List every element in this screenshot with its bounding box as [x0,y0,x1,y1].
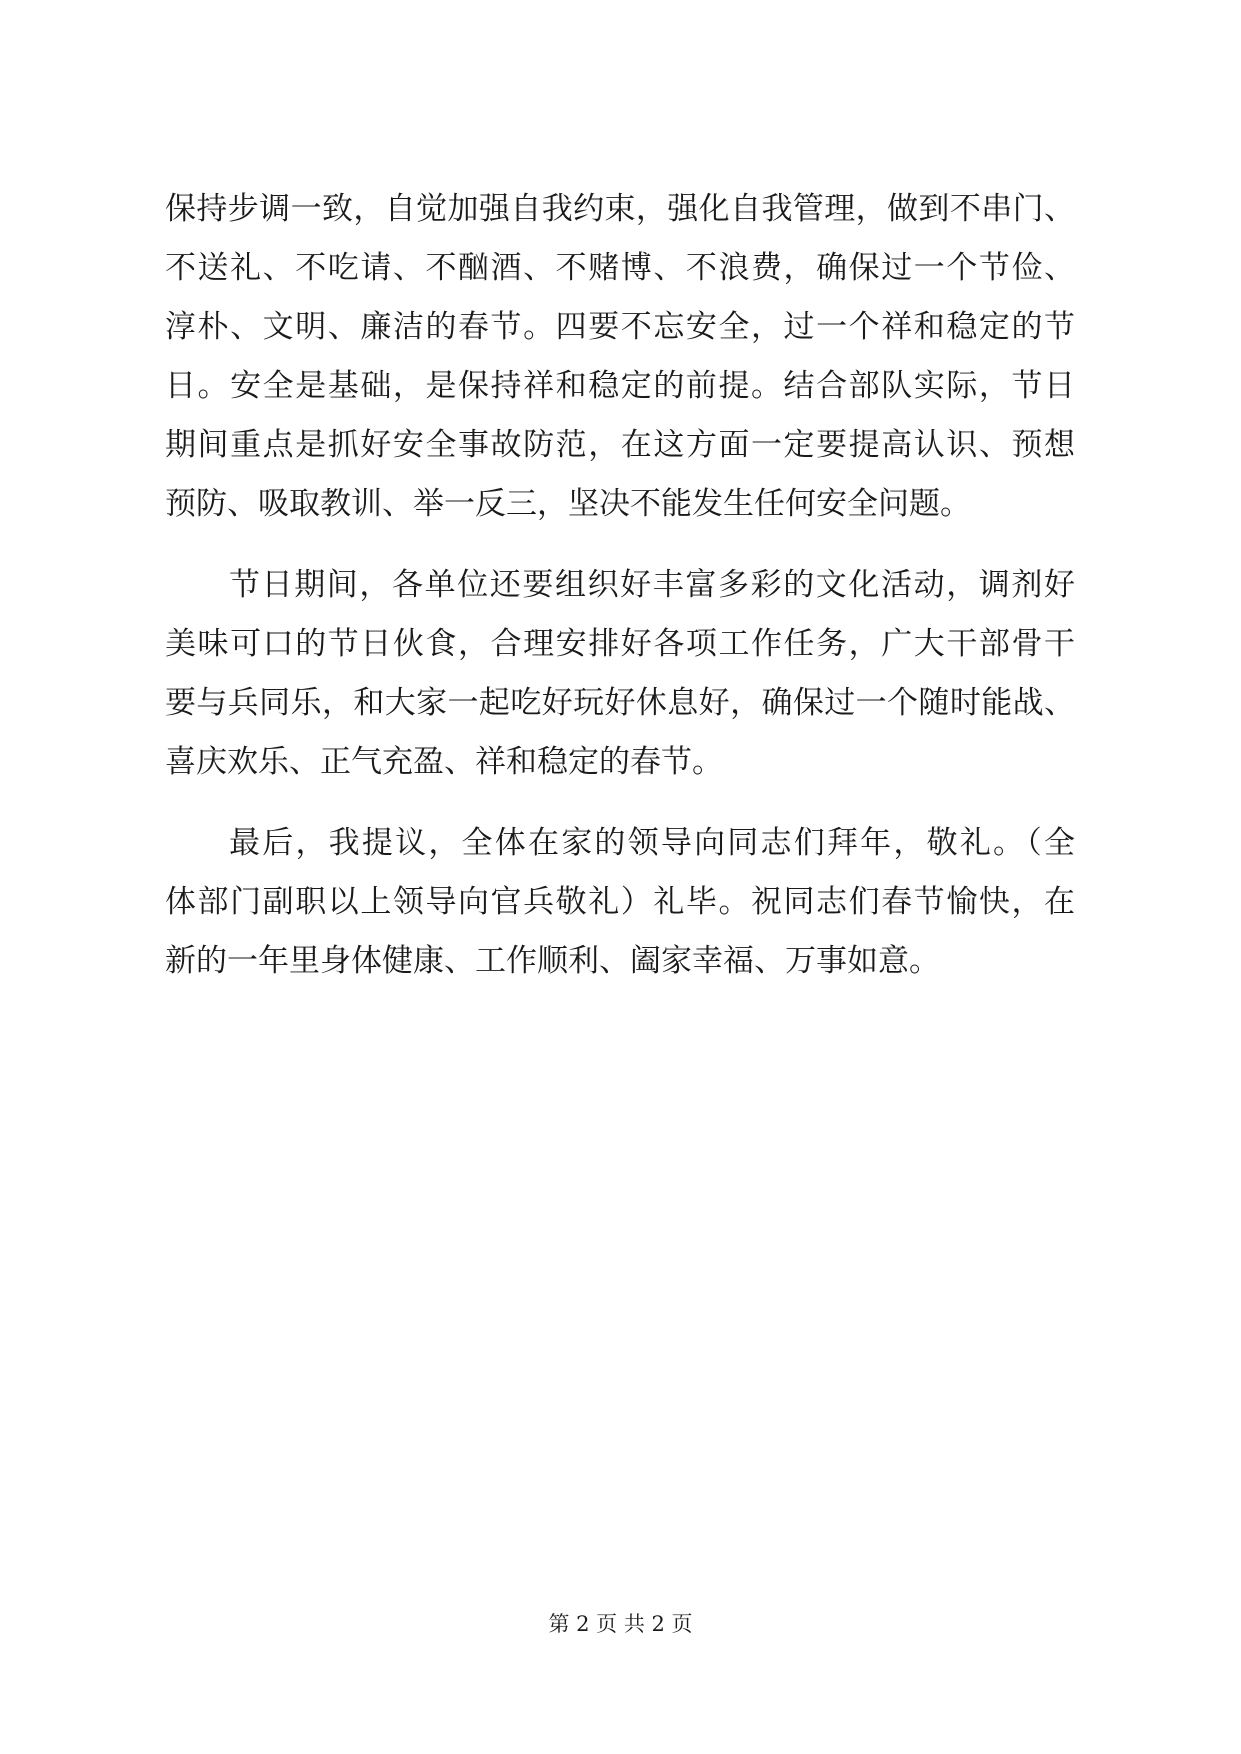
document-body [165,180,1075,991]
paragraph-line: 新的一年里身体健康、工作顺利、阖家幸福、万事如意。 [165,943,940,979]
paragraph-line: 期间重点是抓好安全事故防范，在这方面一定要提高认识、预想 [165,427,1075,463]
paragraph-line: 淳朴、文明、廉洁的春节。四要不忘安全，过一个祥和稳定的节 [165,309,1075,345]
paragraph-line: 要与兵同乐，和大家一起吃好玩好休息好，确保过一个随时能战、 [165,685,1075,721]
paragraph-line: 最后，我提议，全体在家的领导向同志们拜年，敬礼。（全 [229,825,1075,861]
paragraph-line: 节日期间，各单位还要组织好丰富多彩的文化活动，调剂好 [229,567,1075,603]
paragraph-line: 预防、吸取教训、举一反三，坚决不能发生任何安全问题。 [165,486,971,522]
paragraph-line: 日。安全是基础，是保持祥和稳定的前提。结合部队实际，节日 [165,368,1075,404]
page-number-footer: 第 2 页 共 2 页 [548,1612,693,1636]
paragraph-2 [165,556,1075,792]
paragraph-line: 保持步调一致，自觉加强自我约束，强化自我管理，做到不串门、 [165,191,1075,227]
paragraph-3 [165,814,1075,991]
paragraph-line: 不送礼、不吃请、不酗酒、不赌博、不浪费，确保过一个节俭、 [165,250,1075,286]
paragraph-line: 美味可口的节日伙食，合理安排好各项工作任务，广大干部骨干 [165,626,1075,662]
paragraph-line: 喜庆欢乐、正气充盈、祥和稳定的春节。 [165,744,723,780]
paragraph-1 [165,180,1075,534]
paragraph-line: 体部门副职以上领导向官兵敬礼）礼毕。祝同志们春节愉快，在 [165,884,1075,920]
